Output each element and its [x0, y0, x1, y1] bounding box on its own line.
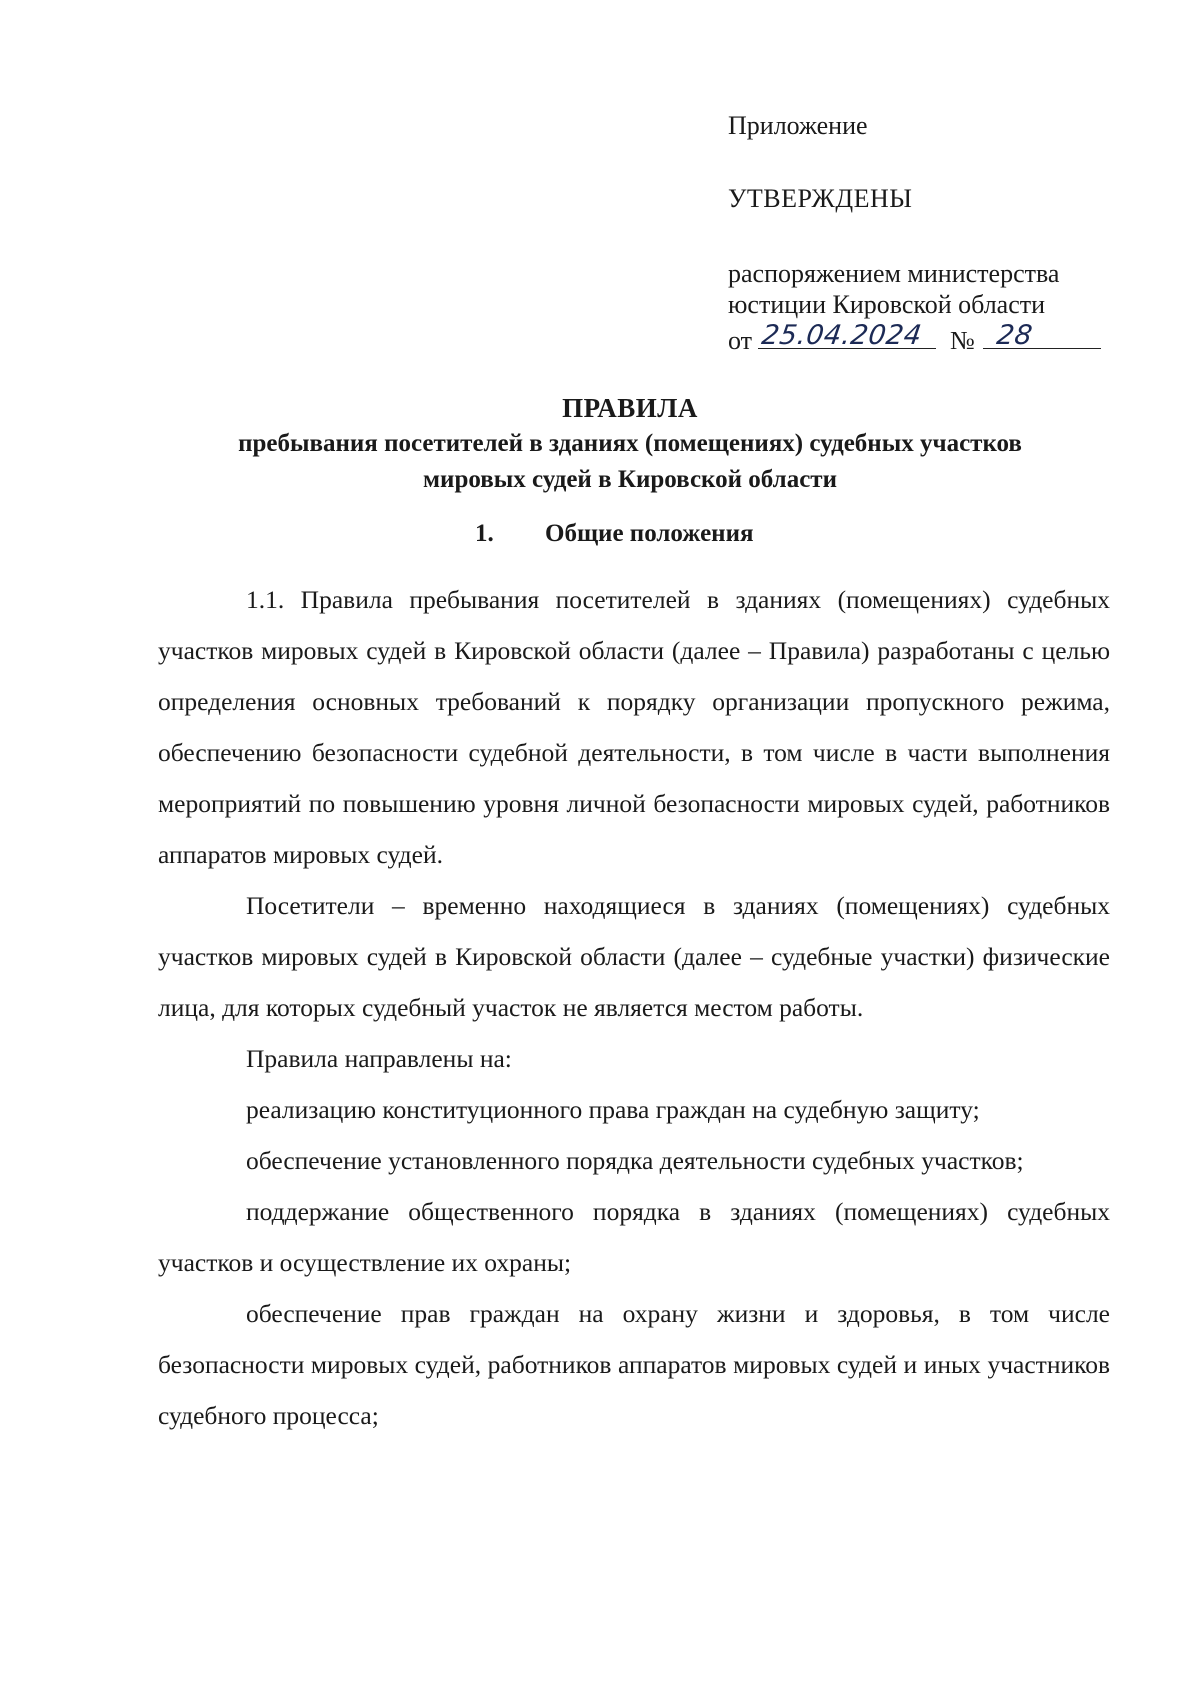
section-number: 1. [475, 520, 494, 547]
title-main: ПРАВИЛА [562, 393, 698, 423]
title-subtitle-line-2: мировых судей в Кировской области [423, 466, 837, 493]
number-field [983, 320, 1101, 349]
list-item: обеспечение прав граждан на охрану жизни и здоровья, в том числе безопасности мировых судей, работников аппаратов мировых судей и иных участников судебного процесса; [158, 1299, 1110, 1430]
appendix-label: Приложение [728, 111, 868, 140]
approved-label: УТВЕРЖДЕНЫ [728, 184, 913, 213]
paragraph-visitors-definition: Посетители – временно находящиеся в зданиях (помещениях) судебных участков мировых судей в Кировской области (далее – судебные участки) физические лица, для которых судебный участок не является местом работы. [158, 891, 1110, 1022]
date-field [758, 320, 936, 349]
list-item: поддержание общественного порядка в зданиях (помещениях) судебных участков и осуществление их охраны; [158, 1197, 1110, 1277]
handwritten-number: 28 [994, 320, 1035, 351]
number-sign: № [950, 326, 975, 355]
section-heading [475, 520, 754, 548]
approval-date-line [728, 320, 1128, 356]
title-subtitle-line-1: пребывания посетителей в зданиях (помещениях) судебных участков [238, 430, 1022, 457]
list-item: обеспечение установленного порядка деятельности судебных участков; [246, 1146, 1024, 1175]
paragraph-aims-intro: Правила направлены на: [246, 1044, 512, 1073]
approval-line-2: юстиции Кировской области [728, 290, 1046, 319]
date-prefix: от [728, 326, 753, 355]
body-text [158, 574, 1110, 1441]
document-title [160, 390, 1100, 498]
section-title: Общие положения [545, 520, 754, 547]
handwritten-date: 25.04.2024 [759, 320, 924, 351]
list-item: реализацию конституционного права граждан на судебную защиту; [246, 1095, 980, 1124]
approval-line-1: распоряжением министерства [728, 259, 1060, 288]
approval-block [728, 258, 1128, 356]
paragraph-1-1: 1.1. Правила пребывания посетителей в зданиях (помещениях) судебных участков мировых судей в Кировской области (далее – Правила) разработаны с целью определения основных требований к порядку организации пропускного режима, обеспечению безопасности судебной деятельности, в том числе в части выполнения мероприятий по повышению уровня личной безопасности мировых судей, работников аппаратов мировых судей. [158, 585, 1110, 869]
